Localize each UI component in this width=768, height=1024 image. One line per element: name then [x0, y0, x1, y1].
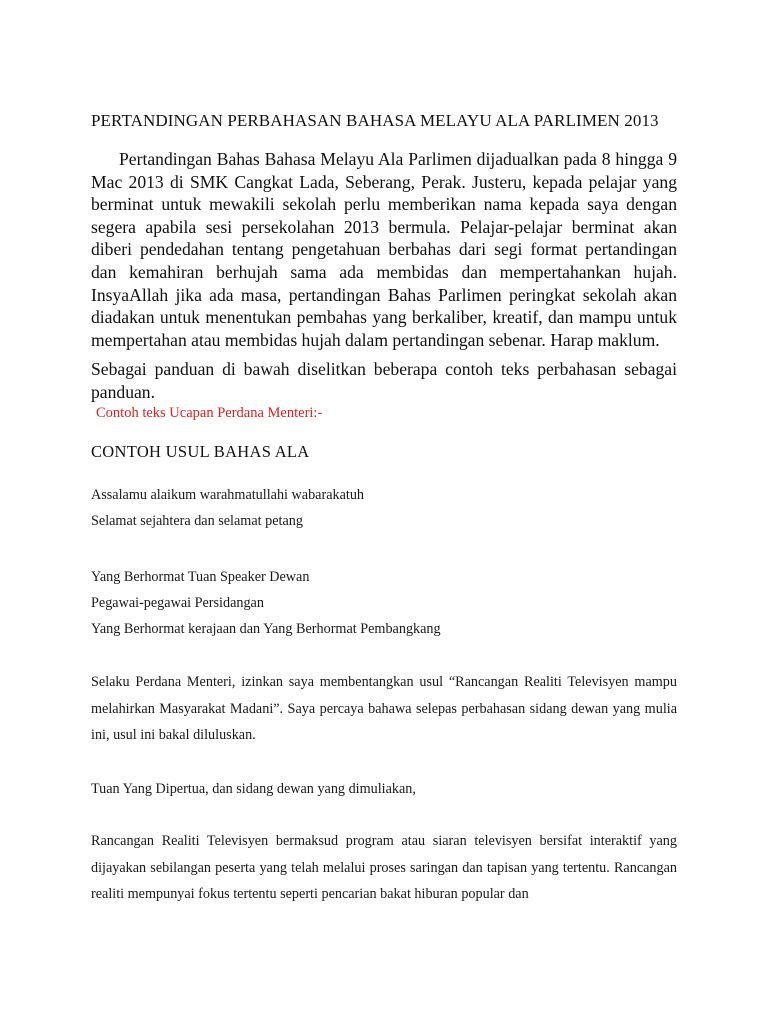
example-note: Contoh teks Ucapan Perdana Menteri:- [96, 405, 323, 421]
section-heading: CONTOH USUL BAHAS ALA [91, 442, 310, 461]
guide-paragraph: Sebagai panduan di bawah diselitkan beberapa contoh teks perbahasan sebagai panduan. [91, 359, 677, 402]
intro-paragraph [91, 148, 677, 351]
address-line-1: Yang Berhormat Tuan Speaker Dewan [91, 569, 310, 585]
address-line-2: Pegawai-pegawai Persidangan [91, 595, 264, 611]
address-line-3: Yang Berhormat kerajaan dan Yang Berhormat Pembangkang [91, 621, 441, 637]
document-title: PERTANDINGAN PERBAHASAN BAHASA MELAYU ALA PARLIMEN 2013 [91, 111, 659, 130]
speech-paragraph-3: Rancangan Realiti Televisyen bermaksud program atau siaran televisyen bersifat interaktif yang dijayakan sebilangan peserta yang telah melalui proses saringan dan tapisan yang tertentu. Rancangan realiti mempunyai fokus tertentu seperti pencarian bakat hiburan popular dan [91, 833, 677, 902]
speech-paragraph-2: Tuan Yang Dipertua, dan sidang dewan yang dimuliakan, [91, 781, 416, 797]
greeting-line-2: Selamat sejahtera dan selamat petang [91, 513, 303, 529]
speech-paragraph-1: Selaku Perdana Menteri, izinkan saya membentangkan usul “Rancangan Realiti Televisyen mampu melahirkan Masyarakat Madani”. Saya percaya bahawa selepas perbahasan sidang dewan yang mulia ini, usul ini bakal diluluskan. [91, 674, 677, 743]
greeting-line-1: Assalamu alaikum warahmatullahi wabarakatuh [91, 487, 365, 503]
intro-text: Pertandingan Bahas Bahasa Melayu Ala Parlimen dijadualkan pada 8 hingga 9 Mac 2013 di SMK Cangkat Lada, Seberang, Perak. Justeru, kepada pelajar yang berminat untuk mewakili sekolah perlu memberikan nama kepada saya dengan segera apabila sesi persekolahan 2013 bermula. Pelajar-pelajar berminat akan diberi pendedahan tentang pengetahuan berbahas dari segi format pertandingan dan kemahiran berhujah sama ada membidas dan mempertahankan hujah. InsyaAllah jika ada masa, pertandingan Bahas Parlimen peringkat sekolah akan diadakan untuk menentukan pembahas yang berkaliber, kreatif, dan mampu untuk mempertahan atau membidas hujah dalam pertandingan sebenar. Harap maklum. [91, 149, 677, 350]
